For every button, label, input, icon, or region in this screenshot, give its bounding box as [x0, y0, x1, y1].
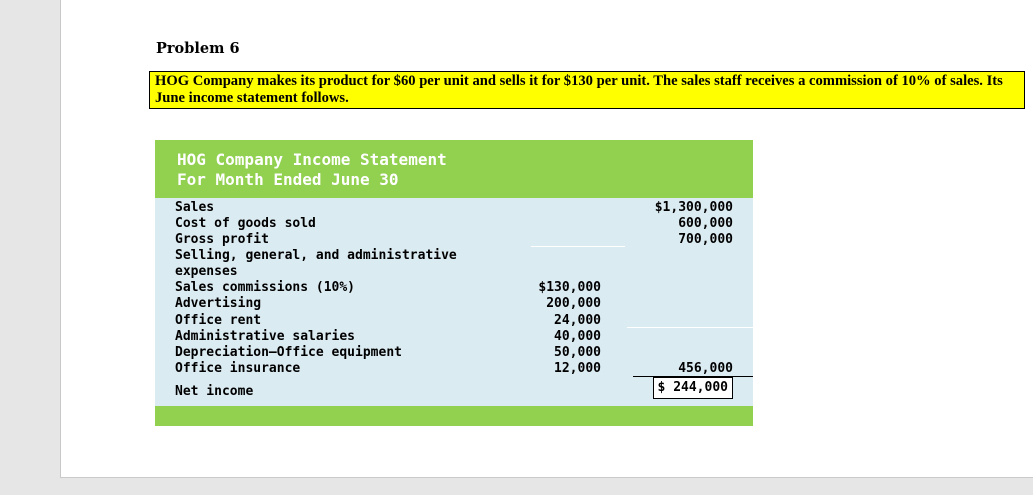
row-label: Cost of goods sold [175, 216, 316, 231]
row-mid-value: 40,000 [554, 329, 601, 344]
statement-title-period: For Month Ended June 30 [177, 170, 399, 189]
row-label: Gross profit [175, 232, 269, 247]
row-sga-heading-cont [155, 264, 753, 280]
statement-header [155, 140, 753, 198]
net-income-label: Net income [175, 384, 254, 399]
divider-line [531, 246, 625, 247]
row-right-value: 600,000 [678, 216, 733, 231]
statement-footer [155, 406, 753, 426]
row-label: Administrative salaries [175, 329, 356, 344]
row-sga-heading [155, 248, 753, 264]
row-label: Depreciation—Office equipment [175, 345, 402, 360]
row-depreciation [155, 345, 753, 361]
row-advertising [155, 296, 753, 312]
row-label: Sales [175, 200, 215, 215]
row-label: Office insurance [175, 361, 301, 376]
statement-title-company: HOG Company Income Statement [177, 150, 447, 169]
row-label: expenses [175, 264, 238, 279]
statement-title [177, 150, 447, 190]
row-label: Office rent [175, 313, 262, 328]
row-mid-value: 24,000 [554, 313, 601, 328]
row-right-value: 456,000 [678, 361, 733, 376]
row-sales [155, 200, 753, 216]
row-mid-value: $130,000 [538, 280, 601, 295]
row-mid-value: 12,000 [554, 361, 601, 376]
row-office-rent [155, 313, 753, 329]
row-gross-profit [155, 232, 753, 248]
row-cost-of-goods-sold [155, 216, 753, 232]
net-income-value: $ 244,000 [653, 377, 733, 399]
row-label: Sales commissions (10%) [175, 280, 356, 295]
income-statement-table [155, 140, 753, 426]
row-mid-value: 50,000 [554, 345, 601, 360]
row-mid-value: 200,000 [546, 296, 601, 311]
row-office-insurance [155, 361, 753, 377]
row-label: Advertising [175, 296, 262, 311]
row-right-value: 700,000 [678, 232, 733, 247]
row-right-value: $1,300,000 [654, 200, 733, 215]
problem-statement: HOG Company makes its product for $60 per unit and sells it for $130 per unit. The sales staff receives a commission of 10% of sales. Its June income statement follows. [149, 71, 1025, 109]
row-sales-commissions [155, 280, 753, 296]
row-label: Selling, general, and administrative [175, 248, 457, 263]
problem-title: Problem 6 [156, 40, 240, 57]
row-administrative-salaries [155, 329, 753, 345]
